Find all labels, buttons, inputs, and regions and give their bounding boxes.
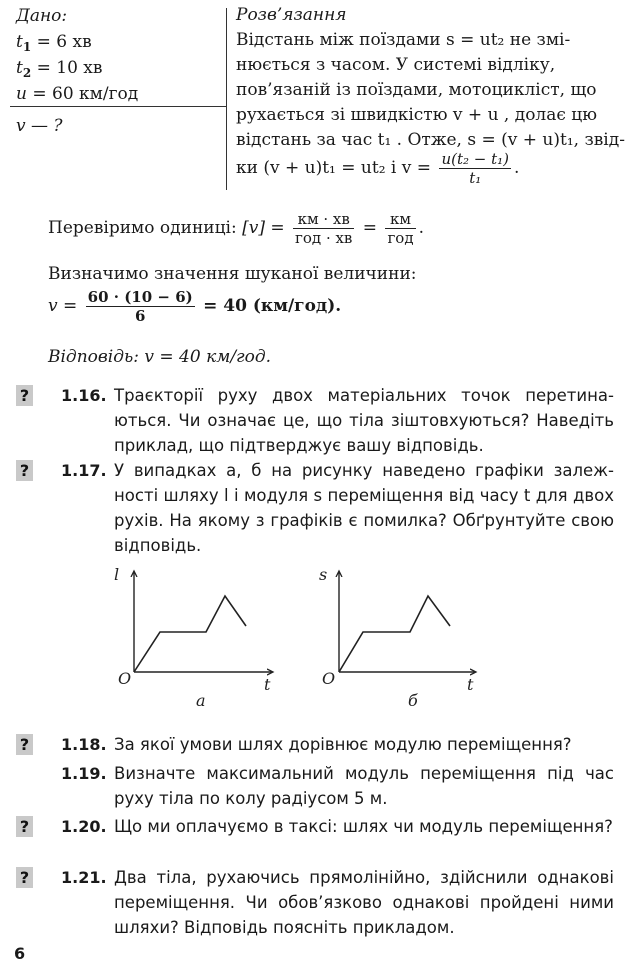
problem-number: 1.17. [61,461,107,480]
question-mark-icon: ? [16,816,33,837]
figure-graphs [100,560,520,710]
problem-number: 1.19. [61,764,107,783]
problem-number: 1.21. [61,868,107,887]
graph-a-ylabel: l [114,565,120,584]
solution-title: Розв’язання [236,5,347,25]
graph-a-xlabel: t [264,675,271,694]
solution-line-5: відстань за час t₁ . Отже, s = (v + u)t₁, звід- [236,130,625,150]
problem-text: Траєкторії руху двох матеріальних точок перетинаються. Чи означає це, що тіла зіштовхуються? Наведіть приклад, що підтверджує вашу відповідь. [114,386,614,455]
problem-number: 1.18. [61,735,107,754]
question-mark-icon: ? [16,385,33,406]
question-mark-icon: ? [16,734,33,755]
graph-b-xlabel: t [467,675,474,694]
problem-text: Що ми оплачуємо в таксі: шлях чи модуль переміщення? [114,817,613,836]
question-mark-icon: ? [16,460,33,481]
question-mark-icon: ? [16,867,33,888]
compute-label: Визначимо значення шуканої величини: [48,264,417,284]
given-t1: $t_1 = 6$ хв [16,32,92,54]
given-u: u = 60 км/год [16,84,139,104]
units-check: Перевіримо одиниці: [v] = $\frac{км \cdot хв}{\text{год · хв}}$ = $\frac{км}{\text{год}}$ . [48,210,424,247]
page-number: 6 [14,944,26,963]
graph-a-caption: а [196,691,206,710]
compute-formula: v = $\frac{60 \cdot (10 - 6)}{6}$ = 40 (км/год). [48,288,342,325]
problem-text: Визначте максимальний модуль переміщення під час руху тіла по колу радіусом 5 м. [114,764,614,808]
graph-b-ylabel: s [319,565,328,584]
problem-text: Два тіла, рухаючись прямолінійно, здійснили однакові переміщення. Чи обов’язково однакові пройдені ними шляхи? Відповідь поясніть прикладом. [114,868,614,937]
solution-line-6: ки (v + u)t₁ = ut₂ і v = $\frac{\text{u(t₂ − t₁)}}{\text{t₁}}$ . [236,150,520,187]
solution-line-2: нюється з часом. У системі відліку, [236,55,556,75]
problem-number: 1.20. [61,817,107,836]
given-find: v — ? [16,116,63,136]
problem-text: За якої умови шлях дорівнює модулю переміщення? [114,735,572,754]
given-vertical-rule [226,8,227,190]
solution-line-1: Відстань між поїздами s = ut₂ не змі- [236,30,571,50]
answer: Відповідь: v = 40 км/год. [48,347,272,367]
graph-a-origin: O [118,669,132,688]
problem-text: У випадках а, б на рисунку наведено графіки залежності шляху l і модуля s переміщення від часу t для двох рухів. На якому з графіків є помилка? Обґрунтуйте свою відповідь. [114,461,614,555]
graph-b-origin: O [322,669,336,688]
graph-b-caption: б [408,691,418,710]
given-title: Дано: [16,6,68,26]
problem-number: 1.16. [61,386,107,405]
solution-line-4: рухається зі швидкістю v + u , долає цю [236,105,598,125]
graph-b [319,565,475,710]
graph-a [114,565,272,710]
solution-line-3: пов’язаній із поїздами, мотоцикліст, що [236,80,597,100]
given-t2: $t_2 = 10$ хв [16,58,103,80]
given-divider [10,106,226,107]
